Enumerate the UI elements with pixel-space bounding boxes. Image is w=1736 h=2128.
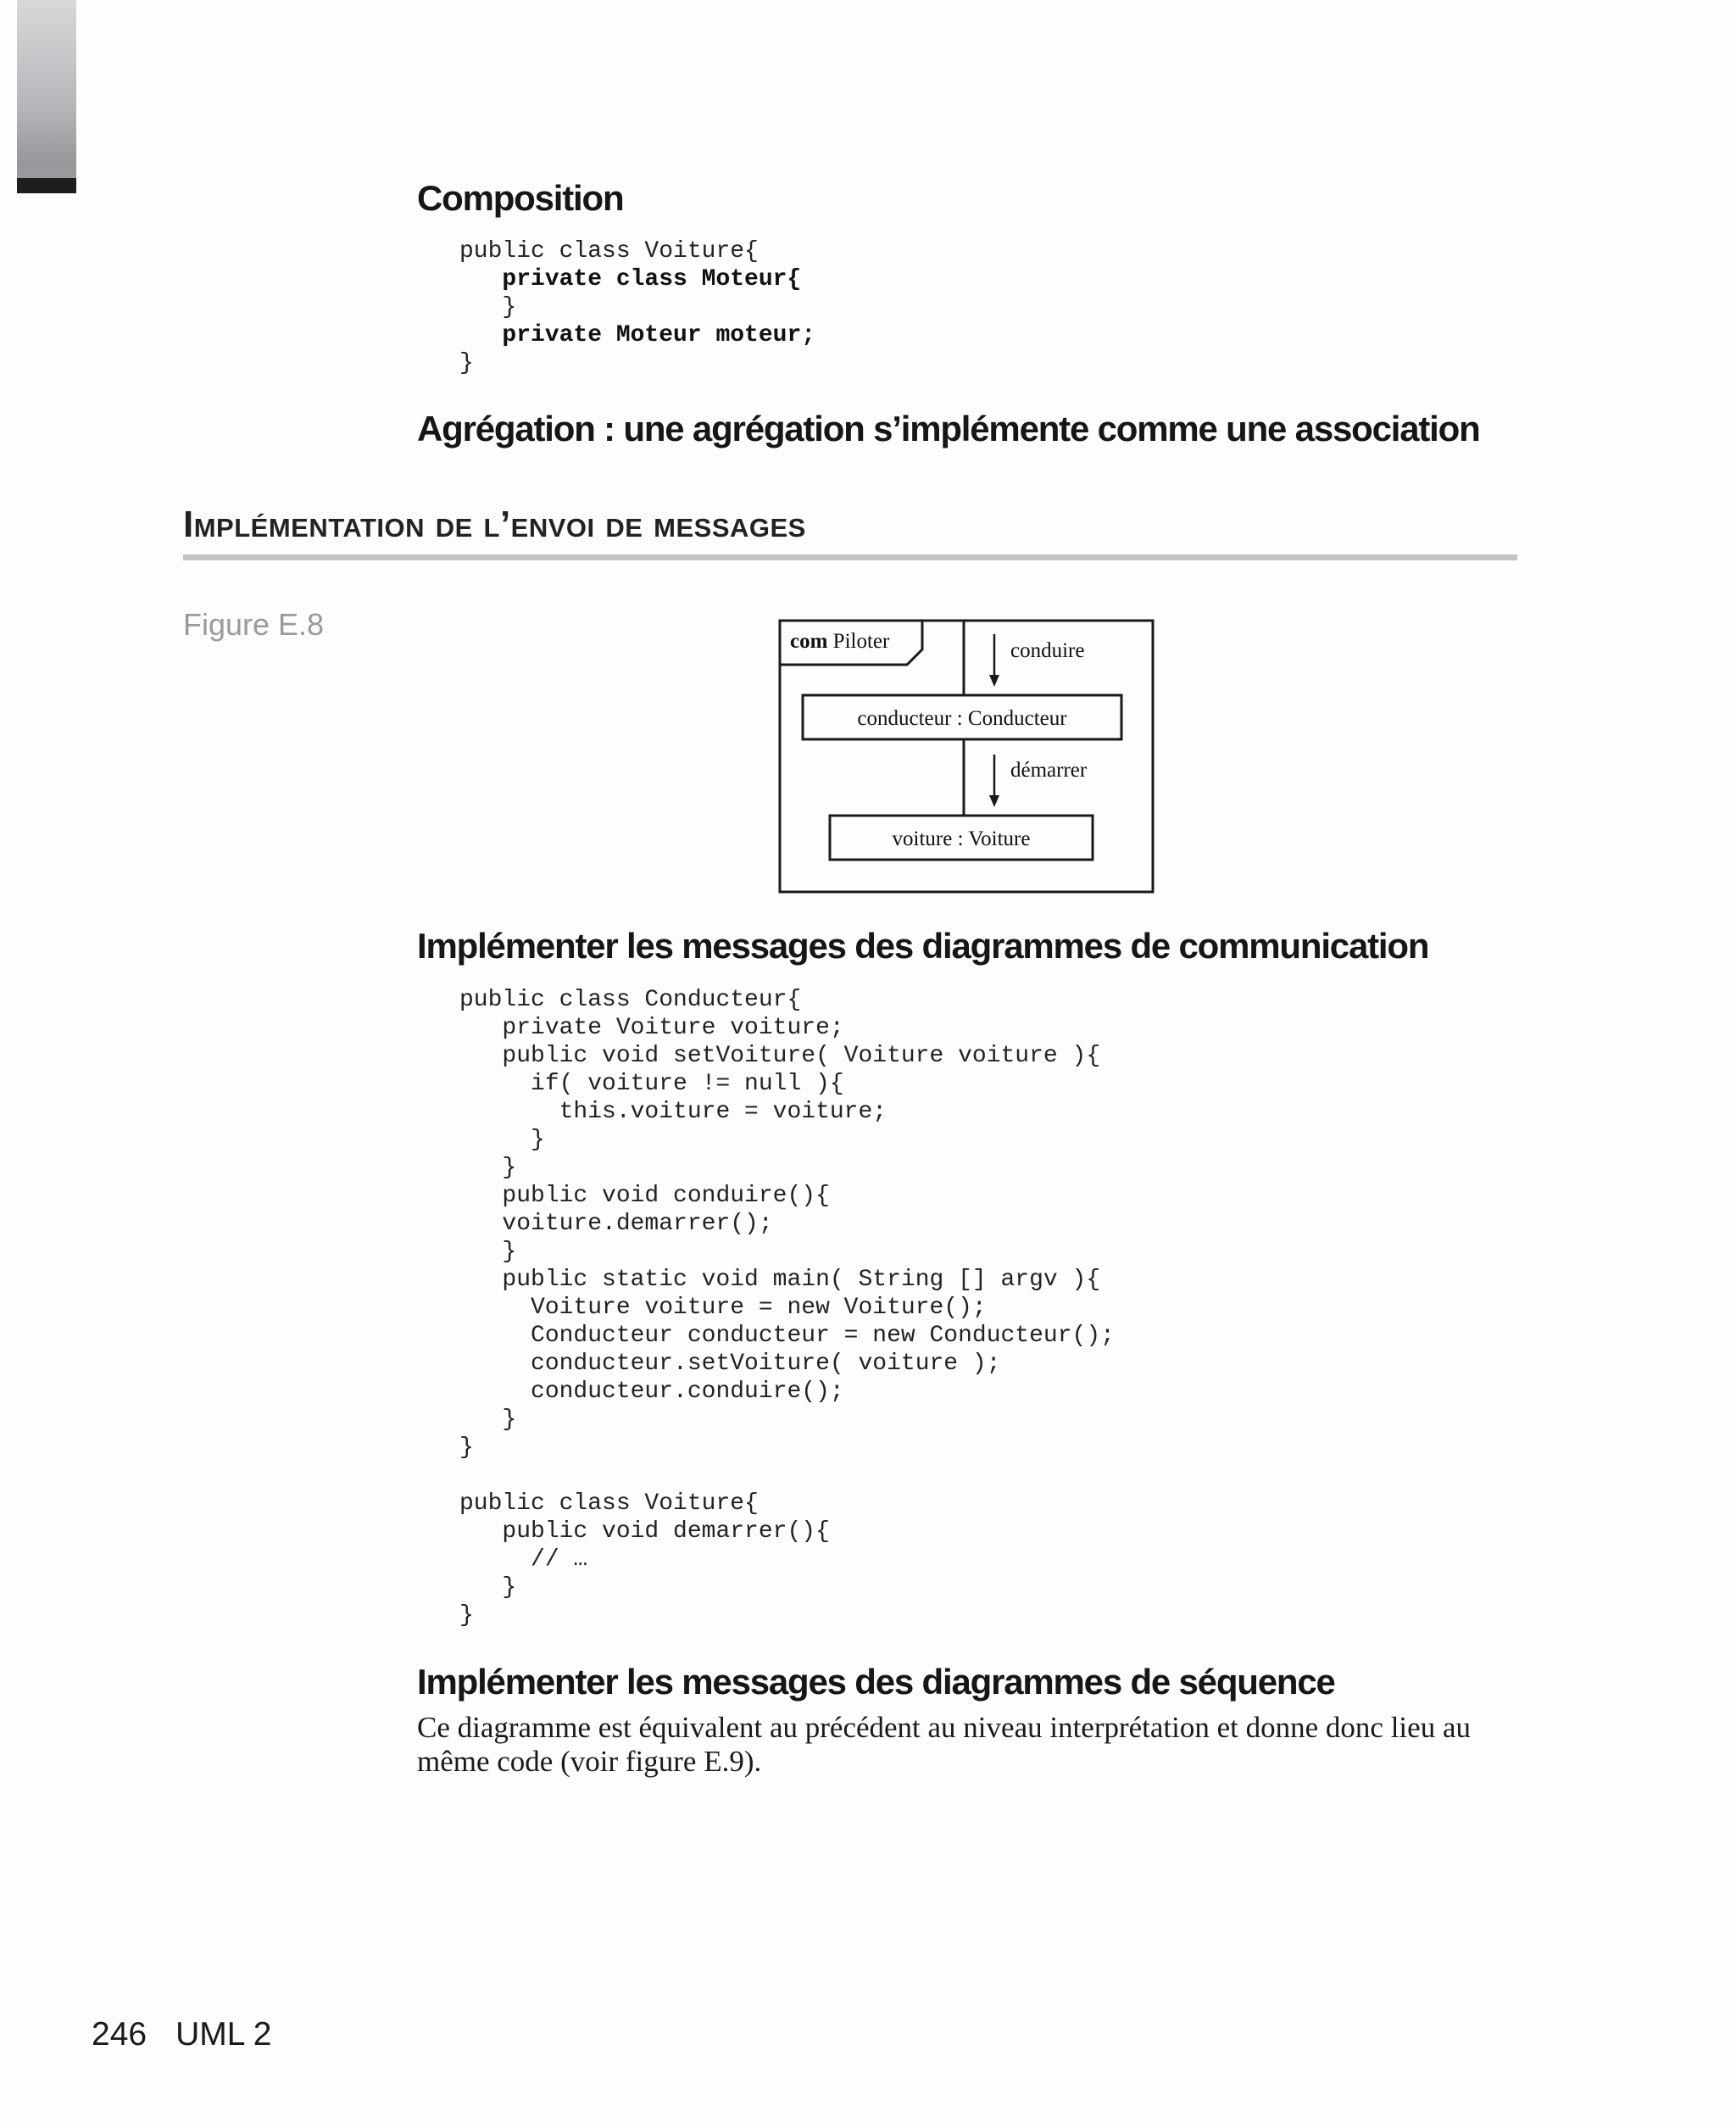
aggregation-heading: Agrégation : une agrégation s’implémente comme une association — [417, 409, 1480, 448]
sequence-paragraph: Ce diagramme est équivalent au précédent au niveau interprétation et donne donc lieu au même code (voir figure E.9). — [417, 1711, 1471, 1778]
book-title: UML 2 — [175, 2016, 272, 2053]
code-line: this.voiture = voiture; — [459, 1099, 887, 1125]
frame-name: Piloter — [832, 630, 890, 653]
lifeline-voiture-label: voiture : Voiture — [892, 827, 1031, 850]
code-line: private Moteur moteur; — [459, 322, 816, 348]
code-line: public class Voiture{ — [459, 238, 759, 265]
message-arrow-2-head — [989, 795, 999, 807]
code-line: } — [459, 1155, 517, 1181]
composition-heading: Composition — [417, 178, 624, 218]
communication-diagram — [778, 619, 1155, 894]
code-line: if( voiture != null ){ — [459, 1071, 844, 1097]
code-line: public class Voiture{ — [459, 1490, 759, 1517]
code-line: } — [459, 1127, 545, 1153]
communication-heading: Implémenter les messages des diagrammes de communication — [417, 926, 1429, 966]
code-line: conducteur.setVoiture( voiture ); — [459, 1351, 1001, 1377]
frame-keyword: com — [790, 630, 828, 653]
code-line: } — [459, 1602, 474, 1629]
margin-tab-bar — [17, 178, 76, 193]
code-line: public static void main( String [] argv ){ — [459, 1267, 1101, 1293]
code-line: conducteur.conduire(); — [459, 1379, 844, 1405]
section-divider — [183, 554, 1517, 560]
margin-tab — [17, 0, 76, 185]
communication-code-block — [459, 986, 1115, 1629]
code-line: // … — [459, 1546, 588, 1573]
code-line: public void demarrer(){ — [459, 1518, 830, 1545]
page-number: 246 — [92, 2016, 147, 2053]
sequence-heading: Implémenter les messages des diagrammes de séquence — [417, 1662, 1335, 1702]
code-line: } — [459, 350, 474, 376]
lifeline-conducteur-label: conducteur : Conducteur — [857, 707, 1067, 730]
frame-title — [790, 630, 890, 653]
code-line: } — [459, 1407, 517, 1433]
page-footer — [92, 2016, 272, 2053]
code-line: public void setVoiture( Voiture voiture ){ — [459, 1043, 1101, 1069]
composition-code-block — [459, 237, 815, 377]
figure-label: Figure E.8 — [183, 607, 325, 642]
message-label-1: conduire — [1010, 639, 1085, 662]
code-line: } — [459, 294, 517, 320]
section-title: Implémentation de l’envoi de messages — [183, 504, 806, 545]
code-line: voiture.demarrer(); — [459, 1211, 773, 1237]
code-line: } — [459, 1574, 517, 1601]
code-line: } — [459, 1434, 474, 1461]
code-line: private Voiture voiture; — [459, 1015, 844, 1041]
code-line: public void conduire(){ — [459, 1183, 830, 1209]
message-label-2: démarrer — [1010, 759, 1088, 782]
code-line: Voiture voiture = new Voiture(); — [459, 1295, 987, 1321]
message-arrow-1-head — [989, 675, 999, 687]
code-line: Conducteur conducteur = new Conducteur(); — [459, 1323, 1115, 1349]
code-line: private class Moteur{ — [459, 266, 802, 292]
code-line: public class Conducteur{ — [459, 987, 802, 1013]
code-line: } — [459, 1239, 517, 1265]
